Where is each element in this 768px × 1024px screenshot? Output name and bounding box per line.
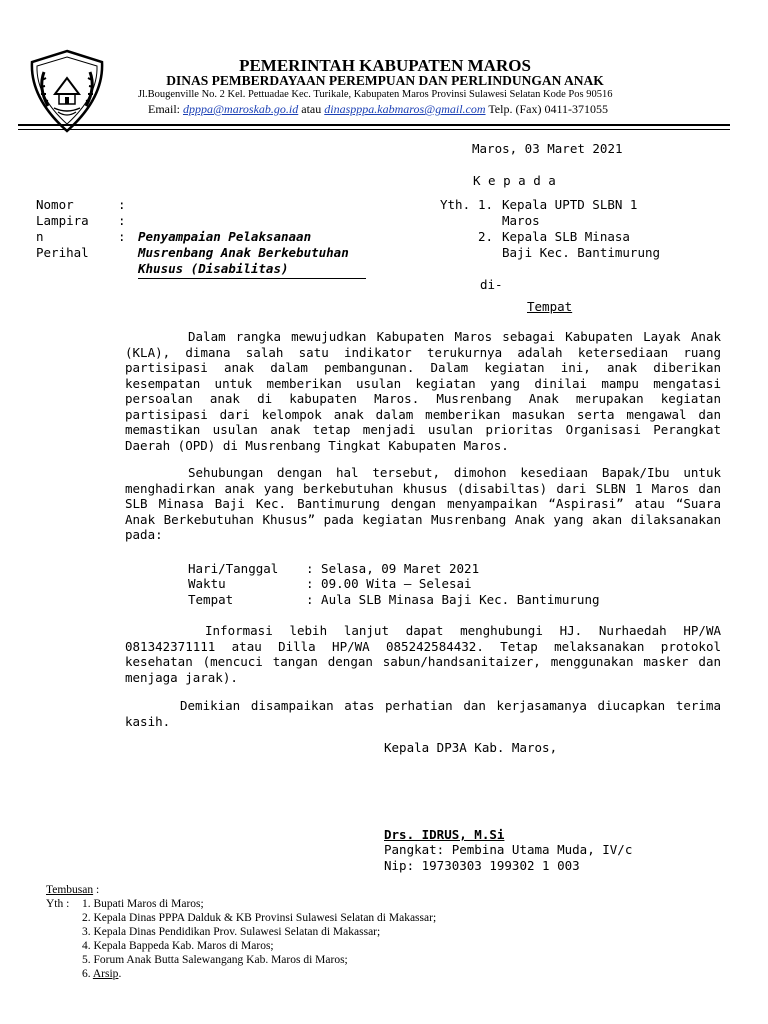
email-link-1[interactable]: dpppa@maroskab.go.id xyxy=(183,102,299,116)
cc-arsip: Arsip xyxy=(92,968,119,980)
yth-label: Yth. xyxy=(440,197,471,212)
cc-arsip-end: . xyxy=(118,968,122,980)
recipient-2-line-1: Kepala SLB Minasa xyxy=(502,229,630,244)
nomor-colon: : xyxy=(118,197,126,212)
signatory-name: Drs. IDRUS, M.Si xyxy=(384,827,505,842)
contact-line xyxy=(148,102,608,117)
cc-label-colon: : xyxy=(93,884,100,896)
cc-item-6-number: 6. xyxy=(82,968,93,980)
cc-label: Tembusan xyxy=(46,884,94,896)
signatory-rank: Pangkat: Pembina Utama Muda, IV/c xyxy=(384,842,633,857)
cc-item-4: 4. Kepala Bappeda Kab. Maros di Maros; xyxy=(82,940,274,952)
office-address: Jl.Bougenville No. 2 Kel. Pettuadae Kec. Turikale, Kabupaten Maros Provinsi Sulawesi Selatan Kode Pos 90516 xyxy=(138,89,613,100)
department-name: DINAS PEMBERDAYAAN PEREMPUAN DAN PERLINDUNGAN ANAK xyxy=(166,73,604,88)
nomor-label: Nomor xyxy=(36,197,74,212)
email-separator: atau xyxy=(298,102,325,116)
recipient-2-number: 2. xyxy=(478,229,494,244)
government-name: PEMERINTAH KABUPATEN MAROS xyxy=(239,56,531,75)
recipient-1-line-1: Kepala UPTD SLBN 1 xyxy=(502,197,638,212)
recipient-1-number: 1. xyxy=(478,197,494,212)
schedule-place-value: : Aula SLB Minasa Baji Kec. Bantimurung xyxy=(306,592,600,607)
schedule-day-value: : Selasa, 09 Maret 2021 xyxy=(306,561,480,576)
signatory-nip: Nip: 19730303 199302 1 003 xyxy=(384,858,580,873)
cc-item-6 xyxy=(82,968,121,980)
letter-date: Maros, 03 Maret 2021 xyxy=(472,141,623,156)
cc-item-1: 1. Bupati Maros di Maros; xyxy=(82,898,204,910)
cc-heading xyxy=(46,884,99,896)
cc-item-3: 3. Kepala Dinas Pendidikan Prov. Sulawesi Selatan di Makassar; xyxy=(82,926,381,938)
lampiran-label: Lampira xyxy=(36,213,89,228)
kepada-heading: K e p a d a xyxy=(473,173,556,188)
perihal-colon: : xyxy=(118,229,126,244)
di-label: di- xyxy=(480,277,503,292)
cc-item-5: 5. Forum Anak Butta Salewangang Kab. Maros di Maros; xyxy=(82,954,348,966)
recipient-1-line-2: Maros xyxy=(502,213,540,228)
email-link-2[interactable]: dinaspppa.kabmaros@gmail.com xyxy=(324,102,486,116)
lampiran-label-wrap: n xyxy=(36,229,44,244)
paragraph-3: Informasi lebih lanjut dapat menghubungi HJ. Nurhaedah HP/WA 081342371111 atau Dilla HP/WA 085242584432. Tetap melaksanakan protokol kesehatan (mencuci tangan dengan sabun/handsanitaizer, menggunakan masker dan menjaga jarak). xyxy=(125,623,721,685)
tempat-label: Tempat xyxy=(527,299,573,314)
email-label: Email: xyxy=(148,102,183,116)
schedule-day-label: Hari/Tanggal xyxy=(188,561,279,576)
recipient-2-line-2: Baji Kec. Bantimurung xyxy=(502,245,661,260)
phone-fax: Telp. (Fax) 0411-371055 xyxy=(485,102,609,116)
schedule-place-label: Tempat xyxy=(188,592,234,607)
cc-yth: Yth : xyxy=(46,898,70,910)
letterhead-rule-thin xyxy=(18,129,730,130)
paragraph-4: Demikian disampaikan atas perhatian dan kerjasamanya diucapkan terima kasih. xyxy=(125,698,721,729)
schedule-time-value: : 09.00 Wita – Selesai xyxy=(306,576,472,591)
paragraph-1: Dalam rangka mewujudkan Kabupaten Maros sebagai Kabupaten Layak Anak (KLA), dimana salah satu indikator terukurnya adalah ketersediaan ruang partisipasi anak dalam pembangunan. Dalam kegiatan ini, anak diberikan kesempatan untuk memberikan usulan kegiatan yang dinilai mampu mengatasi persoalan anak di kabupaten Maros. Musrenbang Anak merupakan kegiatan partisipasi dari kelompok anak dalam memberikan masukan serta mengawal dan memastikan usulan anak tetap menjadi usulan prioritas Organisasi Perangkat Daerah (OPD) di Musrenbang Tingkat Kabupaten Maros. xyxy=(125,329,721,453)
perihal-label: Perihal xyxy=(36,245,89,260)
cc-item-2: 2. Kepala Dinas PPPA Dalduk & KB Provinsi Sulawesi Selatan di Makassar; xyxy=(82,912,437,924)
lampiran-colon: : xyxy=(118,213,126,228)
letterhead-rule-thick xyxy=(18,124,730,126)
perihal-subject: Penyampaian Pelaksanaan Musrenbang Anak Berkebutuhan Khusus (Disabilitas) xyxy=(138,229,366,279)
schedule-time-label: Waktu xyxy=(188,576,226,591)
paragraph-2: Sehubungan dengan hal tersebut, dimohon kesediaan Bapak/Ibu untuk menghadirkan anak yang berkebutuhan khusus (disabiltas) dari SLBN 1 Maros dan SLB Minasa Baji Kec. Bantimurung dengan menyampaikan “Aspirasi” atau “Suara Anak Berkebutuhan Khusus” pada kegiatan Musrenbang Anak yang akan dilaksanakan pada: xyxy=(125,465,721,542)
signatory-title: Kepala DP3A Kab. Maros, xyxy=(384,740,558,755)
